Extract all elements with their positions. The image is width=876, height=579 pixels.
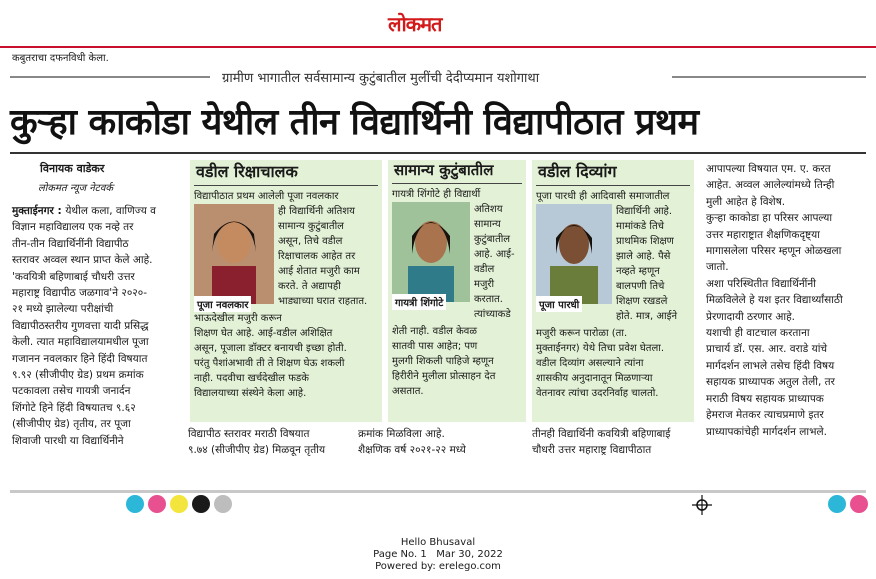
story-line: तीनही विद्यार्थिनी कवयित्री बहिणाबाई	[532, 428, 671, 440]
dateline: मुक्ताईनगर :	[12, 205, 66, 217]
story-line: मागासलेला परिसर म्हणून ओळखला	[706, 245, 842, 258]
story-line: केली. त्यात महाविद्यालयामधील पूजा	[12, 336, 149, 349]
sidebar-1-line: असून, तिचे वडील	[278, 236, 343, 247]
sidebar-1-line: सामान्य कुटुंबातील	[278, 221, 344, 232]
sidebar-3-line: मामांकडे तिचे	[616, 221, 664, 232]
sidebar-2-line: सामान्य	[474, 219, 501, 230]
sidebar-2-line: मुलगी शिकली पाहिजे म्हणून	[392, 356, 494, 367]
student-photo-gayatri-shingote	[392, 202, 470, 302]
story-line: शैक्षणिक वर्ष २०२१-२२ मध्ये	[358, 444, 466, 457]
story-line: ९.७४ (सीजीपीए ग्रेड) मिळवून तृतीय	[188, 444, 326, 457]
story-line: जातो.	[706, 261, 729, 274]
sidebar-3-caption: पूजा पारधी	[536, 296, 582, 312]
sidebar-2-line: करतात.	[474, 294, 503, 305]
story-line: अशा परिस्थितीत विद्यार्थिनींनी	[706, 277, 816, 290]
registration-dot	[214, 495, 232, 513]
sidebar-2-caption: गायत्री शिंगोटे	[392, 294, 446, 310]
registration-dot	[148, 495, 166, 513]
sidebar-1-line: भाड्याच्या घरात राहतात.	[278, 296, 368, 307]
story-line: उत्तर महाराष्ट्रात शैक्षणिकदृष्ट्या	[706, 228, 820, 241]
sidebar-1-line: करते. ते अद्यापही	[278, 281, 341, 292]
footer-powered-by: Powered by: erelego.com	[375, 561, 501, 572]
sidebar-2-photo-wrap	[392, 202, 474, 322]
sidebar-1-line: भाऊदेखील मजुरी करून	[194, 313, 282, 324]
story-line: यशाची ही वाटचाल करताना	[706, 327, 810, 340]
sidebar-2-heading: सामान्य कुटुंबातील	[394, 161, 494, 179]
sidebar-1-side-text	[278, 204, 378, 309]
story-line: तीन-तीन विद्यार्थिनींनी विद्यापीठ	[12, 237, 129, 250]
sidebar-1-bottom-text	[190, 309, 382, 403]
story-line: पटकावला तसेच गायत्री जनार्दन	[12, 385, 131, 398]
story-line: प्राध्यापकांचेही मार्गदर्शन लाभले.	[706, 425, 827, 438]
sidebar-3-line: नव्हते म्हणून	[616, 266, 660, 277]
sidebar-3-line: वडील दिव्यांग असल्याने त्यांना	[536, 358, 644, 369]
sidebar-3-line: होते. मात्र, आईने	[616, 311, 678, 322]
registration-dots-right	[828, 495, 868, 513]
sidebar-2-top: गायत्री शिंगोटे ही विद्यार्थी	[392, 189, 481, 200]
sidebar-3-line: वेतनावर त्यांचा उदरनिर्वाह चालतो.	[536, 388, 659, 399]
sidebar-3-line: विद्यार्थिनी आहे.	[616, 206, 673, 217]
sidebar-3-line: बालपणी तिचे	[616, 281, 665, 292]
sidebar-1-line: रिक्षाचालक आहेत तर	[278, 251, 356, 262]
sidebar-3-line: मुक्ताईनगर) येथे तिचा प्रवेश घेतला.	[536, 343, 665, 354]
kicker-rule-left	[10, 76, 210, 78]
sidebar-1-caption: पूजा नवलकार	[194, 296, 251, 312]
story-line: आपापल्या विषयात एम. ए. करत	[706, 163, 831, 175]
sidebar-3-line: मजुरी करून पारोळा (ता.	[536, 328, 628, 339]
story-line: ९.९२ (सीजीपीए ग्रेड) प्रथम क्रमांक	[12, 369, 144, 382]
registration-crosshair-icon	[692, 495, 712, 515]
student-photo-pooja-pardhi	[536, 204, 612, 304]
sidebar-3-line: शासकीय अनुदानातून मिळणाऱ्या	[536, 373, 653, 384]
sidebar-3-line: शिक्षण रखडले	[616, 296, 668, 307]
sidebar-box-1	[190, 160, 382, 422]
story-line: कुऱ्हा काकोडा हा परिसर आपल्या	[706, 212, 833, 225]
sidebar-2-line: आहे. आई-	[474, 249, 515, 260]
story-line: 'कवयित्री बहिणाबाई चौधरी उत्तर	[12, 270, 135, 283]
sidebar-1-heading: वडील रिक्षाचालक	[196, 162, 298, 181]
sidebar-box-2	[388, 160, 526, 422]
sidebar-1-line: शिक्षण घेत आहे. आई-वडील अशिक्षित	[194, 328, 333, 339]
story-line: (सीजीपीए ग्रेड) तृतीय, तर पूजा	[12, 418, 131, 431]
byline-agency: लोकमत न्यूज नेटवर्क	[38, 183, 114, 194]
sidebar-3-side-text	[616, 204, 690, 324]
story-line: हेमराज मेतकर त्याचप्रमाणे इतर	[706, 409, 824, 422]
registration-dot	[126, 495, 144, 513]
story-first-line	[12, 203, 180, 219]
story-line: चौधरी उत्तर महाराष्ट्र विद्यापीठात	[532, 444, 652, 457]
headline: कुऱ्हा काकोडा येथील तीन विद्यार्थिनी विद्यापीठात प्रथम	[10, 102, 699, 143]
sidebar-2-line: मजुरी	[474, 279, 495, 290]
headline-rule	[10, 152, 866, 154]
story-line: आहेत. अव्वल आलेल्यांमध्ये तिन्ही	[706, 179, 835, 192]
story-line: येथील कला, वाणिज्य व	[65, 205, 157, 217]
sidebar-3-line: प्राथमिक शिक्षण	[616, 236, 674, 247]
registration-dots-left	[126, 495, 232, 513]
registration-dot	[850, 495, 868, 513]
sidebar-2-line: सातवी पास आहेत; पण	[392, 341, 478, 352]
previous-story-tail: कबुतराचा दफनविधी केला.	[12, 53, 109, 64]
sidebar-1-line: आई शेतात मजुरी काम	[278, 266, 360, 277]
story-column-4	[532, 426, 696, 459]
story-line: सहायक प्राध्यापक अतुल तेली, तर	[706, 376, 835, 389]
footer-page-date: Page No. 1 Mar 30, 2022	[373, 549, 503, 560]
story-column-5	[706, 161, 866, 440]
sidebar-box-3	[532, 160, 694, 422]
sidebar-3-line: झाले आहे. पैसे	[616, 251, 671, 262]
sidebar-2-bottom-text	[388, 322, 526, 401]
story-line: मिळविलेले हे यश इतर विद्यार्थ्यांसाठी	[706, 294, 843, 307]
sidebar-2-line: त्यांच्याकडे	[474, 309, 511, 320]
footer-edition: Hello Bhusaval	[400, 537, 476, 548]
sidebar-1-line: असून, पूजाला डॉक्टर बनायची इच्छा होती.	[194, 343, 347, 354]
story-line: मुली आहेत हे विशेष.	[706, 195, 786, 208]
sidebar-3-photo-wrap	[536, 204, 616, 324]
registration-dot	[192, 495, 210, 513]
bottom-rule	[10, 490, 866, 493]
sidebar-3-bottom-text	[532, 324, 694, 403]
sidebar-1-line: परंतु पैशांअभावी ती ते शिक्षण घेऊ शकली	[194, 358, 345, 369]
newspaper-logo: लोकमत	[388, 12, 442, 36]
student-photo-pooja-navalkar	[194, 204, 274, 304]
story-line: शिवाजी पारधी या विद्यार्थिनीने	[12, 434, 124, 447]
story-line: २१ मध्ये झालेल्या परीक्षांची	[12, 303, 114, 316]
sidebar-2-line: असतात.	[392, 386, 424, 397]
sidebar-3-heading: वडील दिव्यांग	[538, 162, 617, 181]
sidebar-2-line: कुटुंबातील	[474, 234, 511, 245]
story-column-3	[358, 426, 524, 459]
sidebar-2-line: हिरीरीने मुलीला प्रोत्साहन देत	[392, 371, 496, 382]
story-line: विज्ञान महाविद्यालय एक नव्हे तर	[12, 221, 134, 234]
sidebar-1-photo-wrap	[194, 204, 278, 309]
sidebar-1-line: ही विद्यार्थिनी अतिशय	[278, 206, 355, 217]
kicker-rule-right	[672, 76, 866, 78]
sidebar-2-line: शेती नाही. वडील केवळ	[392, 326, 477, 337]
sidebar-2-line: वडील	[474, 264, 495, 275]
story-line: गजानन नवलकार हिने हिंदी विषयात	[12, 352, 148, 365]
registration-dot	[170, 495, 188, 513]
sidebar-2-side-text	[474, 202, 522, 322]
story-line: स्तरावर अव्वल स्थान प्राप्त केले आहे.	[12, 254, 153, 267]
story-line: महाराष्ट्र विद्यापीठ जळगाव'ने २०२०-	[12, 287, 147, 300]
byline-author: विनायक वाडेकर	[40, 162, 105, 175]
story-line: मार्गदर्शन लाभले तसेच हिंदी विषय	[706, 359, 835, 372]
story-column-2	[188, 426, 348, 459]
story-line: प्रेरणादायी ठरणार आहे.	[706, 310, 796, 323]
story-line: प्राचार्य डॉ. एस. आर. वराडे यांचे	[706, 343, 828, 356]
story-line: शिंगोटे हिने हिंदी विषयातच ९.६२	[12, 401, 136, 414]
story-line: विद्यापीठ स्तरावर मराठी विषयात	[188, 428, 310, 440]
sidebar-1-line: विद्यालयाच्या संस्थेने केला आहे.	[194, 388, 307, 399]
sidebar-1-line: नाही. पदवीचा खर्चदेखील फडके	[194, 373, 309, 384]
sidebar-1-top: विद्यापीठात प्रथम आलेली पूजा नवलकार	[194, 191, 339, 202]
kicker: ग्रामीण भागातील सर्वसामान्य कुटुंबातील मुलींची देदीप्यमान यशोगाथा	[222, 71, 540, 86]
story-column-1	[12, 203, 180, 449]
registration-dot	[828, 495, 846, 513]
story-line: क्रमांक मिळविला आहे.	[358, 428, 445, 440]
story-line: विद्यापीठस्तरीय गुणवत्ता यादी प्रसिद्ध	[12, 319, 149, 332]
sidebar-2-line: अतिशय	[474, 204, 503, 215]
story-line: मराठी विषय सहायक प्राध्यापक	[706, 392, 824, 405]
sidebar-3-top: पूजा पारधी ही आदिवासी समाजातील	[536, 191, 670, 202]
